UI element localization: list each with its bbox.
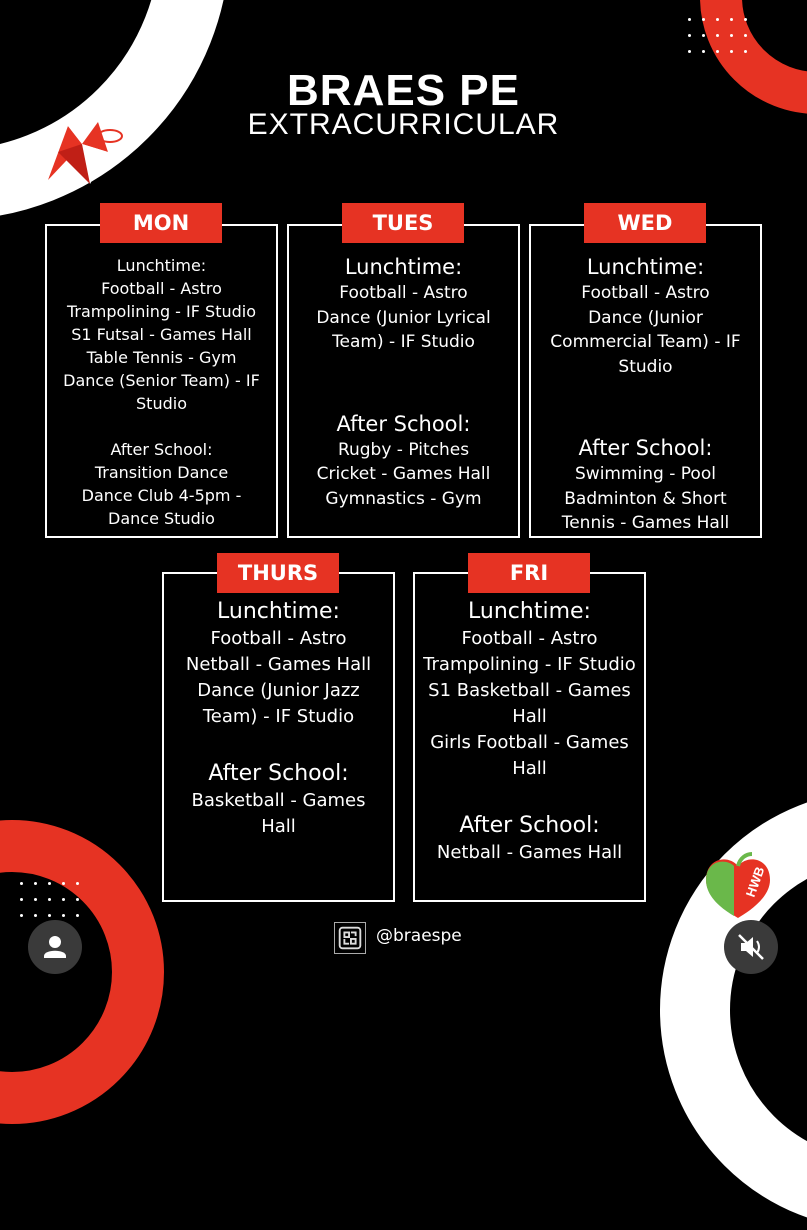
day-tab-wed: WED xyxy=(584,203,706,243)
hwb-logo xyxy=(698,852,778,922)
day-tab-tues: TUES xyxy=(342,203,464,243)
activity-item: Tennis - Games Hall xyxy=(561,513,730,533)
activity-item: Football - Astro xyxy=(339,283,468,303)
activity-item: Netball - Games Hall xyxy=(185,654,372,675)
activity-item: Basketball - Games xyxy=(191,790,366,811)
day-tab-fri: FRI xyxy=(468,553,590,593)
activity-item: Gymnastics - Gym xyxy=(325,488,482,509)
activity-item: S1 Basketball - Games xyxy=(428,680,631,701)
activity-item: Dance (Junior xyxy=(588,307,703,328)
activity-item: Transition Dance xyxy=(94,463,229,482)
day-card-fri xyxy=(413,572,646,902)
page-title: BRAES PE xyxy=(287,66,520,115)
profile-button[interactable] xyxy=(28,920,82,974)
activity-item: Trampolining - IF Studio xyxy=(66,302,257,321)
activity-item: Rugby - Pitches xyxy=(337,439,470,460)
lunchtime-heading: Lunchtime: xyxy=(344,255,463,279)
activity-item: Netball - Games Hall xyxy=(436,842,623,863)
activity-item: S1 Futsal - Games Hall xyxy=(71,325,252,344)
dot-grid-decoration xyxy=(688,18,758,66)
activity-item: Table Tennis - Gym xyxy=(86,348,237,367)
after-school-heading: After School: xyxy=(110,440,213,459)
activity-item: Football - Astro xyxy=(101,279,222,298)
activity-item: Studio xyxy=(618,356,673,377)
activity-item: Badminton & Short xyxy=(564,488,727,509)
activity-item: Team) - IF Studio xyxy=(332,332,475,352)
page-subtitle: EXTRACURRICULAR xyxy=(247,108,560,141)
day-tab-thurs: THURS xyxy=(217,553,339,593)
day-card-mon xyxy=(45,224,278,538)
lunchtime-heading: Lunchtime: xyxy=(468,599,591,624)
user-icon xyxy=(28,920,82,974)
after-school-heading: After School: xyxy=(336,411,471,436)
activity-item: Football - Astro xyxy=(581,283,710,303)
activity-item: Team) - IF Studio xyxy=(202,706,355,727)
activity-item: Hall xyxy=(512,706,547,727)
activity-item: Commercial Team) - IF xyxy=(550,332,741,352)
activity-item: Swimming - Pool xyxy=(575,464,716,484)
after-school-heading: After School: xyxy=(459,813,600,838)
lunchtime-heading: Lunchtime: xyxy=(116,256,207,275)
activity-item: Hall xyxy=(261,816,296,837)
red-ring-decoration xyxy=(0,820,164,1124)
activity-item: Girls Football - Games xyxy=(430,732,629,753)
instagram-qr-icon xyxy=(334,922,366,954)
day-card-tues xyxy=(287,224,520,538)
activity-item: Dance Club 4-5pm - xyxy=(81,486,242,505)
activity-item: Dance (Junior Jazz xyxy=(197,680,360,701)
day-tab-mon: MON xyxy=(100,203,222,243)
activity-item: Dance (Senior Team) - IF xyxy=(63,371,260,390)
activity-item: Football - Astro xyxy=(210,628,347,649)
svg-text:HWB: HWB xyxy=(742,864,768,900)
activity-item: Studio xyxy=(136,394,187,413)
day-card-thurs xyxy=(162,572,395,902)
social-handle[interactable]: @braespe xyxy=(376,926,462,946)
activity-item: Dance Studio xyxy=(108,509,215,528)
lunchtime-heading: Lunchtime: xyxy=(586,255,705,279)
speaker-muted-icon xyxy=(724,920,778,974)
activity-item: Cricket - Games Hall xyxy=(316,464,491,484)
after-school-heading: After School: xyxy=(208,761,349,786)
lunchtime-heading: Lunchtime: xyxy=(217,599,340,624)
activity-item: Football - Astro xyxy=(461,628,598,649)
day-card-wed xyxy=(529,224,762,538)
activity-item: Dance (Junior Lyrical xyxy=(316,307,491,328)
mute-button[interactable] xyxy=(724,920,778,974)
activity-item: Trampolining - IF Studio xyxy=(423,654,636,675)
after-school-heading: After School: xyxy=(578,436,713,460)
activity-item: Hall xyxy=(512,758,547,779)
